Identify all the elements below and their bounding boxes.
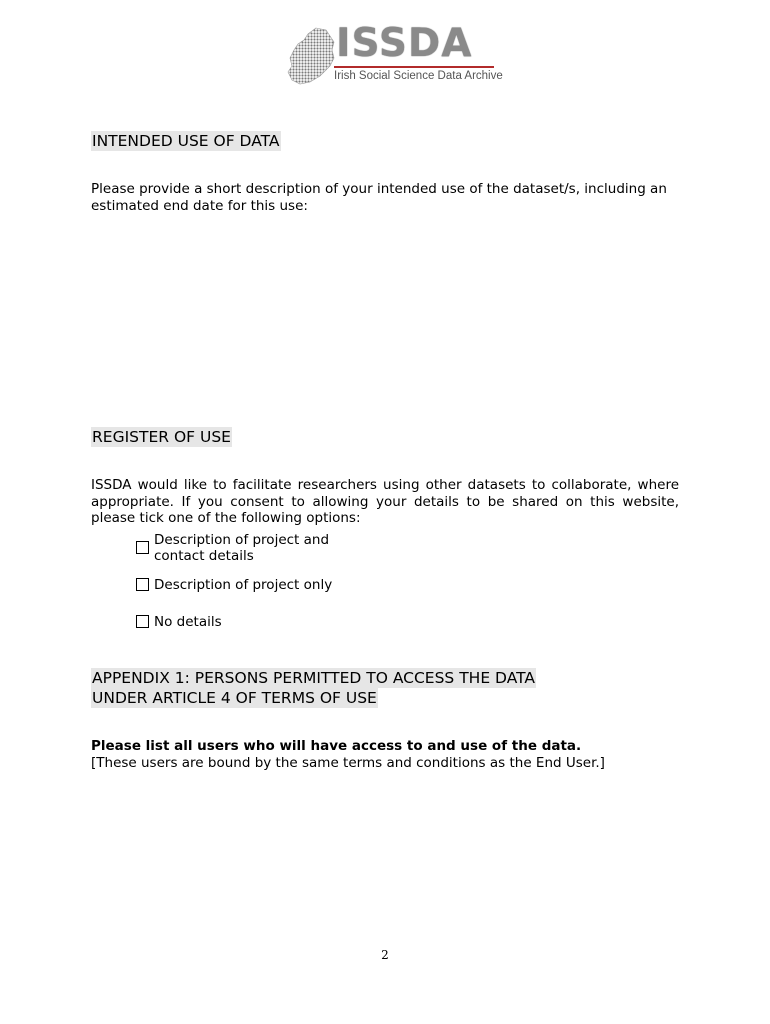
logo-wordmark: ISSDA <box>336 21 473 66</box>
register-heading: REGISTER OF USE <box>92 428 231 446</box>
appendix-heading-line1: APPENDIX 1: PERSONS PERMITTED TO ACCESS THE DATA <box>92 669 535 687</box>
checkbox[interactable] <box>136 578 149 591</box>
register-text: ISSDA would like to facilitate researchers using other datasets to collaborate, where appropriate. If you consent to allowing your details to be shared on this website, please tick one of the following options: <box>91 477 679 526</box>
checkbox[interactable] <box>136 615 149 628</box>
appendix-heading-line2: UNDER ARTICLE 4 OF TERMS OF USE <box>92 689 377 707</box>
option-project-and-contact[interactable] <box>136 532 354 564</box>
users-note: [These users are bound by the same terms and conditions as the End User.] <box>91 755 605 771</box>
page-number: 2 <box>381 948 389 962</box>
users-instruction: Please list all users who will have access to and use of the data. <box>91 738 582 754</box>
option-label: Description of project only <box>154 577 333 593</box>
intended-use-text: Please provide a short description of your intended use of the dataset/s, including an estimated end date for this use: <box>91 181 667 214</box>
option-no-details[interactable] <box>136 614 354 630</box>
option-project-only[interactable] <box>136 577 354 593</box>
logo-subtitle: Irish Social Science Data Archive <box>334 70 503 82</box>
intended-use-heading: INTENDED USE OF DATA <box>92 132 280 150</box>
checkbox[interactable] <box>136 541 149 554</box>
option-label: Description of project and contact details <box>154 532 330 564</box>
ireland-map-icon <box>286 26 338 86</box>
option-label: No details <box>154 614 222 630</box>
issda-logo <box>286 21 503 86</box>
logo-underline <box>334 66 494 68</box>
